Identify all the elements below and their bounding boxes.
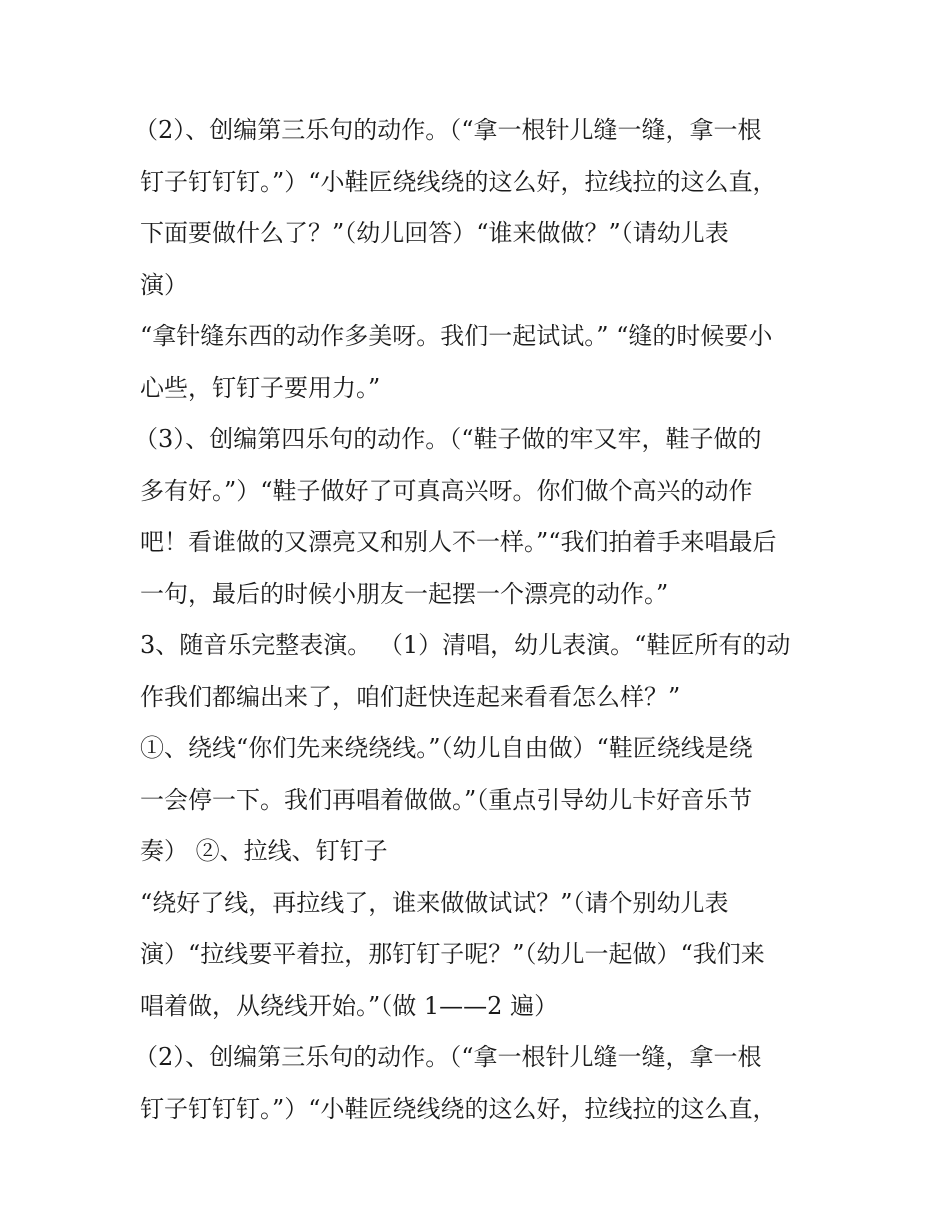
text-line: （2）、创编第三乐句的动作。（“拿一根针儿缝一缝，拿一根: [134, 1043, 762, 1071]
text-line: 作我们都编出来了，咱们赶快连起来看看怎么样？”: [140, 682, 681, 711]
text-line: 一会停一下。我们再唱着做做。”（重点引导幼儿卡好音乐节: [140, 785, 753, 814]
text-line: ①、绕线“你们先来绕绕线。”（幼儿自由做）“鞋匠绕线是绕: [140, 734, 753, 762]
text-line: 多有好。”）“鞋子做好了可真高兴呀。你们做个高兴的动作: [140, 476, 753, 505]
text-line: 钉子钉钉钉。”）“小鞋匠绕线绕的这么好，拉线拉的这么直，: [140, 1094, 777, 1123]
text-line: 吧！看谁做的又漂亮又和别人不一样。”“我们拍着手来唱最后: [140, 528, 777, 556]
text-line: 唱着做，从绕线开始。”（做 1——2 遍）: [140, 991, 559, 1020]
document-body: [134, 105, 820, 1135]
text-line: （2）、创编第三乐句的动作。（“拿一根针儿缝一缝，拿一根: [134, 116, 762, 144]
text-line: 下面要做什么了？”（幼儿回答）“谁来做做？”（请幼儿表: [140, 219, 729, 247]
text-line: “绕好了线，再拉线了，谁来做做试试？”（请个别幼儿表: [140, 888, 729, 917]
text-line: 3、随音乐完整表演。 （1）清唱，幼儿表演。“鞋匠所有的动: [140, 631, 791, 659]
text-line: 演）“拉线要平着拉，那钉钉子呢？”（幼儿一起做）“我们来: [140, 940, 765, 968]
text-line: 一句，最后的时候小朋友一起摆一个漂亮的动作。”: [140, 579, 669, 608]
text-line: 演）: [140, 270, 188, 299]
text-line: （3）、创编第四乐句的动作。（“鞋子做的牢又牢，鞋子做的: [134, 425, 762, 453]
text-line: 心些，钉钉子要用力。”: [140, 373, 381, 402]
text-line: 钉子钉钉钉。”）“小鞋匠绕线绕的这么好，拉线拉的这么直，: [140, 167, 777, 196]
text-line: “拿针缝东西的动作多美呀。我们一起试试。” “缝的时候要小: [140, 322, 773, 350]
text-line: 奏） ②、拉线、钉钉子: [140, 837, 388, 865]
